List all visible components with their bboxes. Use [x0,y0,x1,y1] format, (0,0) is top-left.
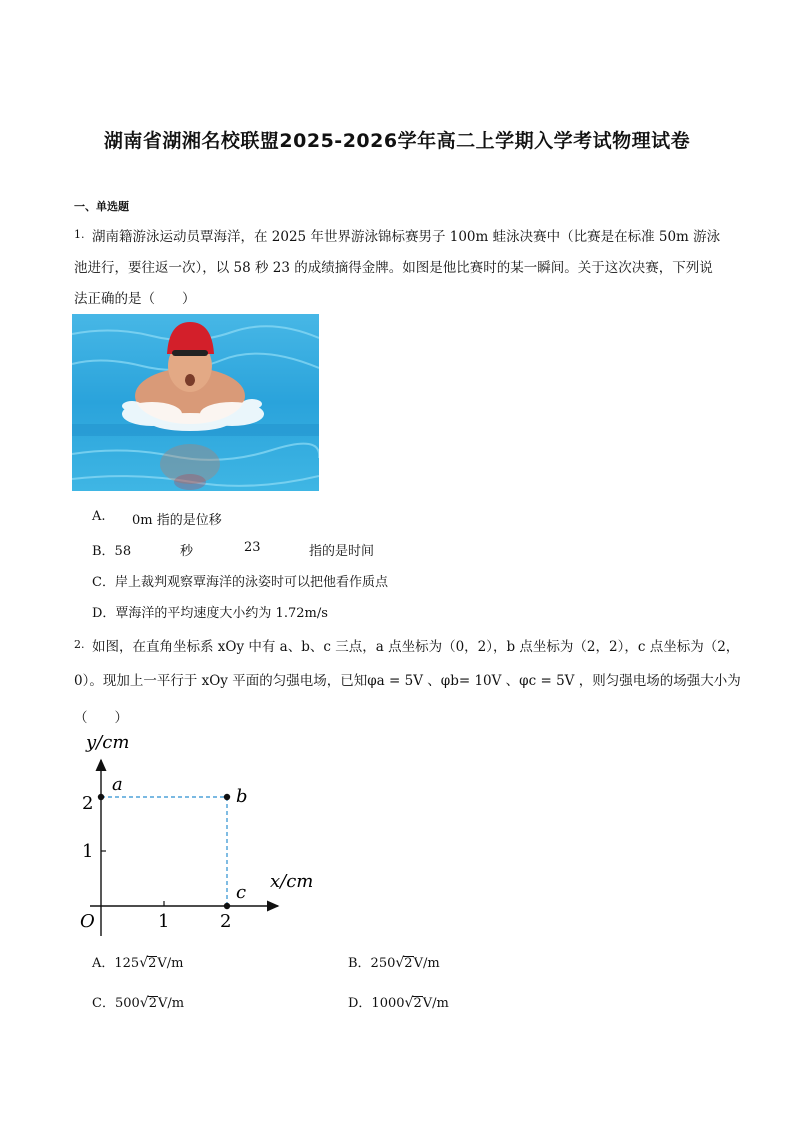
x-tick-label-1: 1 [158,911,170,932]
q2-option-a-value: A．125 [92,956,140,971]
question-2-line-1: 如图，在直角坐标系 xOy 中有 a、b、c 三点，a 点坐标为（0，2），b 点坐标为（2，2），c 点坐标为（2， [92,639,740,655]
point-b-label: b [236,786,248,807]
q2-option-c-unit: V/m [157,996,185,1011]
y-tick-label-2: 2 [82,793,94,814]
q1-option-b-label: B．58 [92,544,132,559]
q2-option-a-root: 2 [148,956,157,971]
q2-option-a-unit: V/m [157,956,184,971]
question-2-line-3: （ ） [74,710,128,726]
q2-option-a: A．125√2V/m [92,955,184,971]
q2-option-d-value: D．1000 [348,996,405,1011]
q2-option-b-unit: V/m [413,956,440,971]
q1-option-c: C．岸上裁判观察覃海洋的泳姿时可以把他看作质点 [92,575,388,590]
x-axis-label: x/cm [270,871,314,892]
point-a-label: a [112,774,123,795]
q1-option-b-text: 指的是时间 [309,544,375,559]
question-1-line-3: 法正确的是（ ） [74,291,196,307]
point-c [224,903,230,909]
q1-option-a-text: 0m 指的是位移 [132,513,222,528]
q2-option-b-root: 2 [404,956,413,971]
origin-label: O [80,911,95,932]
coordinate-graph [70,728,330,942]
q1-option-b-mid2: 23 [244,540,261,555]
q2-option-b-value: B．250 [348,956,396,971]
question-2-line-2: 0）。现加上一平行于 xOy 平面的匀强电场，已知φa = 5V 、φb= 10V 、φc = 5V ，则匀强电场的场强大小为 [74,673,741,689]
q1-option-a-label: A. [92,509,106,524]
question-1-line-2: 池进行，要往返一次），以 58 秒 23 的成绩摘得金牌。如图是他比赛时的某一瞬间。关于这次决赛，下列说 [74,260,713,276]
section-heading: 一、单选题 [74,200,129,213]
q1-option-d: D．覃海洋的平均速度大小约为 1.72m/s [92,606,328,621]
swimmer-photo [72,314,319,491]
y-axis-label: y/cm [86,732,130,753]
q1-option-b-mid1: 秒 [180,544,194,559]
point-a [98,794,104,800]
question-2-number: 2. [74,638,85,651]
y-tick-label-1: 1 [82,841,94,862]
q2-option-d-unit: V/m [422,996,449,1011]
point-b [224,794,230,800]
q2-option-d: D．1000√2V/m [348,995,449,1011]
q2-option-d-root: 2 [413,996,422,1011]
q2-option-c-value: C．500 [92,996,140,1011]
q2-option-c-root: 2 [148,996,157,1011]
x-tick-label-2: 2 [220,911,232,932]
question-1-number: 1. [74,228,85,241]
q2-option-b: B．250√2V/m [348,955,440,971]
q2-option-c: C．500√2V/m [92,995,185,1011]
page-title: 湖南省湖湘名校联盟2025-2026学年高二上学期入学考试物理试卷 [103,130,691,152]
question-1-line-1: 湖南籍游泳运动员覃海洋，在 2025 年世界游泳锦标赛男子 100m 蛙泳决赛中（比赛是在标准 50m 游泳 [92,229,721,245]
point-c-label: c [236,882,247,903]
